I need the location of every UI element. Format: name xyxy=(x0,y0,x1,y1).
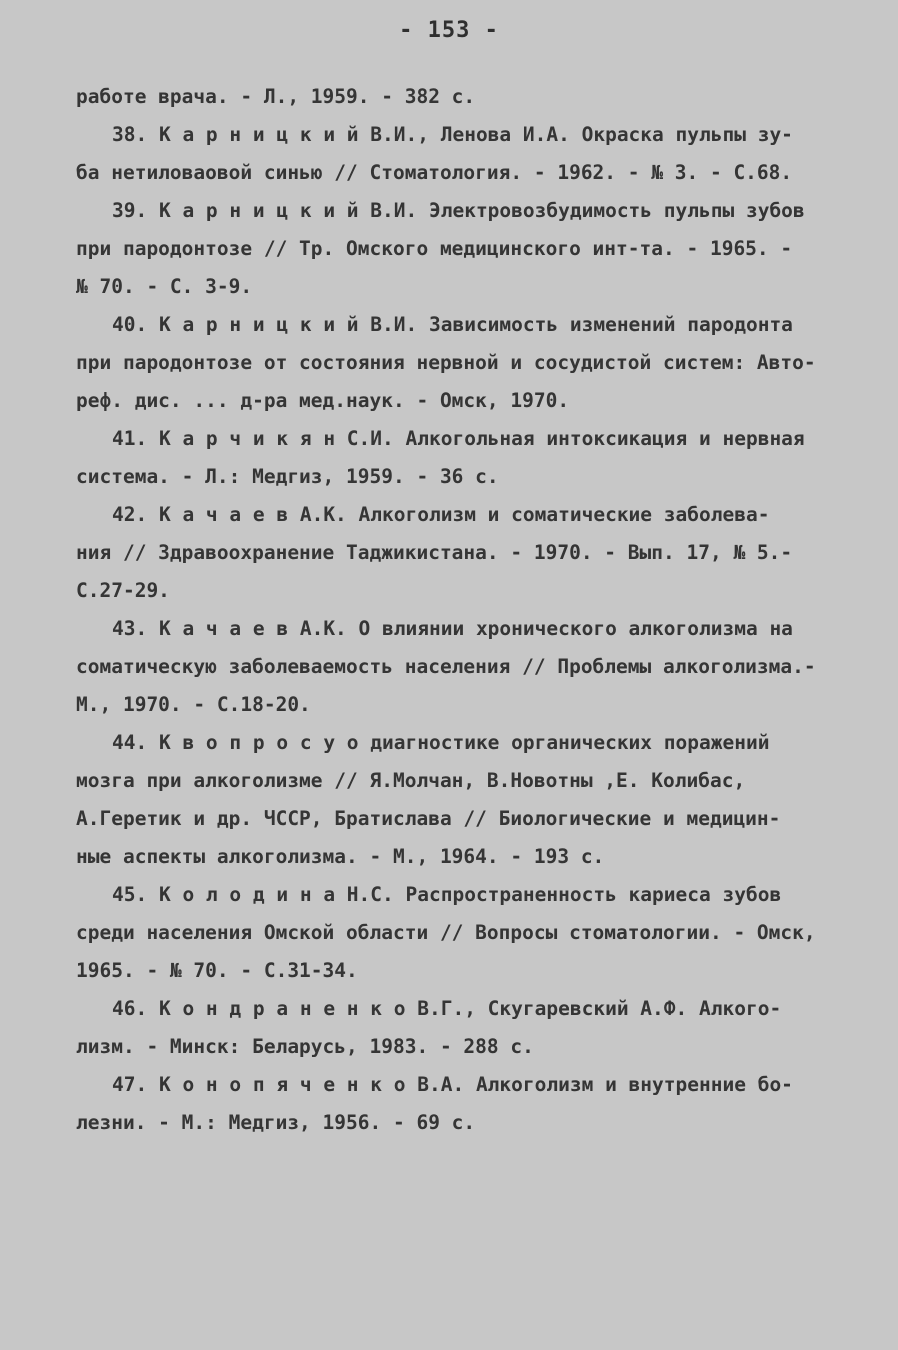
entry-43-line-1: 43. К а ч а е в А.К. О влиянии хронического алкоголизма на xyxy=(112,617,793,640)
bibliography-list xyxy=(76,78,826,1142)
entry-42-line-1: 42. К а ч а е в А.К. Алкоголизм и соматические заболева- xyxy=(112,503,770,526)
entry-41-line-1: 41. К а р ч и к я н С.И. Алкогольная интоксикация и нервная xyxy=(112,427,805,450)
entry-47-line-1: 47. К о н о п я ч е н к о В.А. Алкоголизм и внутренние бо- xyxy=(112,1073,793,1096)
entry-46-line-1: 46. К о н д р а н е н к о В.Г., Скугаревский А.Ф. Алкого- xyxy=(112,997,782,1020)
entry-43-line-3: М., 1970. - С.18-20. xyxy=(76,693,311,716)
entry-40-line-2: при пародонтозе от состояния нервной и сосудистой систем: Авто- xyxy=(76,351,816,374)
entry-44-line-2: мозга при алкоголизме // Я.Молчан, В.Новотны ,Е. Колибас, xyxy=(76,769,746,792)
entry-45-line-1: 45. К о л о д и н а Н.С. Распространенность кариеса зубов xyxy=(112,883,782,906)
entry-44-line-1: 44. К в о п р о с у о диагностике органических поражений xyxy=(112,731,770,754)
entry-44-line-3: А.Геретик и др. ЧССР, Братислава // Биологические и медицин- xyxy=(76,807,781,830)
entry-42-line-3: С.27-29. xyxy=(76,579,170,602)
entry-41-line-2: система. - Л.: Медгиз, 1959. - 36 с. xyxy=(76,465,499,488)
entry-39-line-3: № 70. - С. 3-9. xyxy=(76,275,253,298)
entry-40-line-1: 40. К а р н и ц к и й В.И. Зависимость изменений пародонта xyxy=(112,313,793,336)
entry-38-line-1: 38. К а р н и ц к и й В.И., Ленова И.А. Окраска пульпы зу- xyxy=(112,123,793,146)
entry-46-line-2: лизм. - Минск: Беларусь, 1983. - 288 с. xyxy=(76,1035,534,1058)
entry-47-line-2: лезни. - М.: Медгиз, 1956. - 69 с. xyxy=(76,1111,476,1134)
entry-43-line-2: соматическую заболеваемость населения // Проблемы алкоголизма.- xyxy=(76,655,816,678)
entry-37-line-3: работе врача. - Л., 1959. - 382 с. xyxy=(76,85,476,108)
entry-45-line-3: 1965. - № 70. - С.31-34. xyxy=(76,959,358,982)
entry-40-line-3: реф. дис. ... д-ра мед.наук. - Омск, 1970. xyxy=(76,389,570,412)
entry-44-line-4: ные аспекты алкоголизма. - М., 1964. - 193 с. xyxy=(76,845,605,868)
entry-38-line-2: ба нетиловаовой синью // Стоматология. - 1962. - № 3. - С.68. xyxy=(76,161,793,184)
entry-45-line-2: среди населения Омской области // Вопросы стоматологии. - Омск, xyxy=(76,921,816,944)
entry-39-line-2: при пародонтозе // Тр. Омского медицинского инт-та. - 1965. - xyxy=(76,237,793,260)
page-number: - 153 - xyxy=(399,18,499,43)
entry-39-line-1: 39. К а р н и ц к и й В.И. Электровозбудимость пульпы зубов xyxy=(112,199,805,222)
entry-42-line-2: ния // Здравоохранение Таджикистана. - 1970. - Вып. 17, № 5.- xyxy=(76,541,793,564)
